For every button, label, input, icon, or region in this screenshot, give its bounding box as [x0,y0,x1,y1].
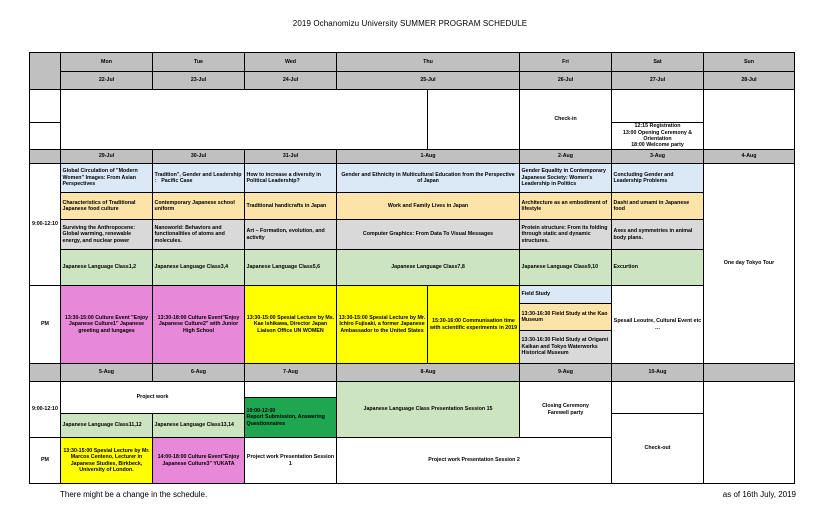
schedule-cell: Work and Family Lives in Japan [336,192,520,220]
schedule-cell: 24-Jul [244,71,337,90]
schedule-cell: Thu [336,52,520,72]
schedule-cell: Project work Presentation Session 1 [244,437,337,484]
schedule-cell: 29-Jul [60,149,153,164]
schedule-cell: 26-Jul [519,71,612,90]
schedule-cell: 10-Aug [611,363,704,382]
schedule-cell: 22-Jul [60,71,153,90]
schedule-cell: Japanese Language Class7,8 [336,249,520,286]
schedule-cell [703,381,795,484]
footnote: There might be a change in the schedule. [60,490,208,499]
schedule-cell: Computer Graphics: From Data To Visual Messages [336,219,520,250]
schedule-cell: 12:15 Registration 13:00 Opening Ceremony & Orientation 18:00 Welcome party [611,122,704,150]
schedule-cell: 13:30-16:30 Field Study at the Kao Museum [519,303,612,331]
schedule-cell: 30-Jul [152,149,245,164]
schedule-cell: Traditional handicrafts in Japan [244,192,337,220]
schedule-cell: 5-Aug [60,363,153,382]
schedule-cell [29,363,61,382]
schedule-cell [703,89,795,150]
schedule-cell: 14:00-18:00 Culture Event"Enjoy Japanese Culture3" YUKATA [152,437,245,484]
schedule-cell: 13:30-15:00 Spesial Lecture by Mr. Marcos Centeno, Lecturer in Japanese Studies, Birkbeck, University of London. [60,437,153,484]
schedule-cell: Nanoworld: Behaviors and functionalities of atoms and molecules. [152,219,245,250]
schedule-cell [611,89,704,123]
schedule-cell [29,89,61,123]
schedule-cell: Gender and Ethnicity in Multicultural Education from the Perspective of Japan [336,163,520,193]
schedule-cell [244,381,337,398]
schedule-cell: Japanese Language Class1,2 [60,249,153,286]
schedule-cell: 7-Aug [244,363,337,382]
page-title: 2019 Ochanomizu University SUMMER PROGRAM SCHEDULE [292,19,528,28]
schedule-cell: Japanese Language Class9,10 [519,249,612,286]
schedule-cell: Japanese Language Class3,4 [152,249,245,286]
schedule-grid [29,52,794,483]
schedule-cell: 25-Jul [336,71,520,90]
schedule-cell: Architecture as an embodiment of lifestyle [519,192,612,220]
schedule-cell: One day Tokyo Tour [703,163,795,364]
schedule-cell: Check-in [519,89,612,150]
schedule-cell: 28-Jul [703,71,795,90]
schedule-cell: PM [29,285,61,364]
schedule-cell: Project work Presentation Session 2 [336,437,612,484]
schedule-cell: 13:30-15:00 Culture Event "Enjoy Japanese Culture1" Japanese greeting and lungages [60,285,153,364]
schedule-cell: Excurtion [611,249,704,286]
schedule-cell: PM [29,437,61,484]
schedule-cell: 3-Aug [611,149,704,164]
schedule-cell [29,122,61,150]
schedule-cell [60,89,428,150]
schedule-cell: 1-Aug [336,149,520,164]
schedule-cell: How to increase a diversity in Political Leadership? [244,163,337,193]
schedule-cell: 6-Aug [152,363,245,382]
schedule-cell: Fri [519,52,612,72]
schedule-cell: 23-Jul [152,71,245,90]
schedule-cell: Dashi and umami in Japanese food [611,192,704,220]
schedule-cell: Japanese Language Class13,14 [152,413,245,438]
schedule-cell [703,363,795,382]
schedule-cell: Sun [703,52,795,72]
schedule-cell: Global Circulation of "Modern Women" Images: From Asian Perspectives [60,163,153,193]
schedule-cell: Mon [60,52,153,72]
schedule-cell: 4-Aug [703,149,795,164]
schedule-cell: Sat [611,52,704,72]
schedule-cell: 9-Aug [519,363,612,382]
schedule-cell: Tue [152,52,245,72]
schedule-cell: 8-Aug [336,363,520,382]
schedule-cell: 2-Aug [519,149,612,164]
schedule-cell: Spesail Leoutre, Cultural Event etc … [611,285,704,364]
schedule-cell: Project work [60,381,245,414]
schedule-cell: Tradition", Gender and Leadership ： Pacific Case [152,163,245,193]
schedule-cell: Japanese Language Class11,12 [60,413,153,438]
schedule-cell: Concluding Gender and Leadership Problems [611,163,704,193]
schedule-cell: 13:30-15:00 Spesial Lecture by Mr. Ichiro Fujisaki, a former Japanese Ambassador to the United States [336,285,428,364]
schedule-cell: 13:30-15:00 Spesial Lecture by Ms. Kae Ishikawa, Director Japan Liaison Office UN WOMEN [244,285,337,364]
schedule-cell: Check-out [611,413,704,484]
schedule-cell: Field Study [519,285,612,304]
schedule-cell: Closing Ceremony Farewell party [519,381,612,438]
schedule-cell [29,149,61,164]
schedule-cell: Protein structure: From its folding through static and dynamic structures. [519,219,612,250]
schedule-cell: Japanese Language Class Presentation Session 15 [336,381,520,438]
schedule-cell: Wed [244,52,337,72]
schedule-cell: 9:00-12:10 [29,163,61,286]
schedule-cell: Surviving the Anthropocene: Global warming, renewable energy, and nuclear power [60,219,153,250]
schedule-cell: 15:30-16:00 Communisation time with scientific experiments in 2019 [427,285,520,364]
schedule-cell: 31-Jul [244,149,337,164]
schedule-cell: 13:30-18:00 Culture Event"Enjoy Japanese Culture2" with Junior High School [152,285,245,364]
as-of-date: as of 16th July, 2019 [722,490,796,499]
schedule-cell [427,89,520,150]
schedule-cell: 13:30-16:30 Field Study at Origami Kaikan and Tokyo Waterworks Historical Museum [519,330,612,364]
schedule-cell: 27-Jul [611,71,704,90]
schedule-cell: Axes and symmetries in animal body plans. [611,219,704,250]
schedule-cell: Characteristics of Traditional Japanese food culture [60,192,153,220]
schedule-cell: Contemporary Japanese school uniform [152,192,245,220]
schedule-cell [29,52,61,90]
schedule-cell: Gender Equality in Contemporary Japanese Society: Women's Leadership in Politics [519,163,612,193]
schedule-cell: 9:00-12:10 [29,381,61,438]
schedule-cell: Art – Formation, evolution, and activity [244,219,337,250]
schedule-cell: 10:00-12:00 Report Submission, Answering Questionnaires [244,397,337,438]
schedule-cell: Japanese Language Class5,6 [244,249,337,286]
